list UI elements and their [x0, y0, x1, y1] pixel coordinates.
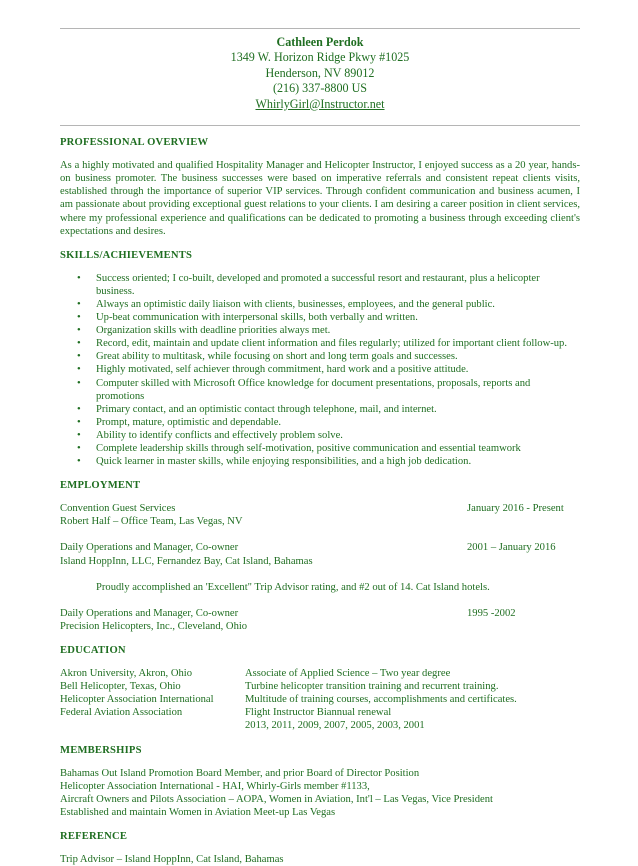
membership-item: Established and maintain Women in Aviation Meet-up Las Vegas — [60, 806, 336, 818]
education-row — [60, 706, 580, 719]
list-item: • Primary contact, and an optimistic contact through telephone, mail, and internet. — [77, 403, 437, 415]
list-item: • Prompt, mature, optimistic and dependable. — [77, 416, 282, 428]
list-item: • Complete leadership skills through self-motivation, positive communication and essential teamwork — [77, 443, 521, 454]
applicant-name: Cathleen Perdok — [276, 35, 364, 49]
bullet-icon: • — [77, 429, 81, 441]
job-accomplishment: Proudly accomplished an 'Excellent" Trip Advisor rating, and #2 out of 14. Cat Island hotels. — [96, 581, 490, 593]
membership-item: Aircraft Owners and Pilots Association – AOPA, Women in Aviation, Int'l – Las Vegas, Vice President — [60, 793, 493, 805]
reference-text: Trip Advisor – Island HoppInn, Cat Island, Bahamas — [60, 854, 284, 866]
bullet-icon: • — [77, 364, 81, 376]
job-company: Robert Half – Office Team, Las Vegas, NV — [60, 516, 243, 528]
school: Federal Aviation Association — [60, 707, 183, 719]
membership-item: Helicopter Association International - HAI, Whirly-Girls member #1133, — [60, 780, 370, 792]
list-item: • Quick learner in master skills, while enjoying responsibilities, and a high job dedication. — [77, 456, 472, 468]
address-line-2: Henderson, NV 89012 — [265, 65, 375, 80]
memberships-heading: MEMBERSHIPS — [60, 744, 142, 756]
education-detail: Turbine helicopter transition training and recurrent training. — [245, 681, 499, 693]
membership-item: Bahamas Out Island Promotion Board Member, and prior Board of Director Position — [60, 767, 420, 779]
education-detail: Flight Instructor Biannual renewal — [245, 707, 392, 719]
bullet-icon: • — [77, 351, 81, 363]
email-link[interactable]: WhirlyGirl@Instructor.net — [255, 96, 385, 111]
education-heading: EDUCATION — [60, 644, 126, 656]
education-row — [60, 680, 580, 693]
list-item: • Organization skills with deadline priorities always met. — [77, 325, 331, 337]
job-dates: January 2016 - Present — [467, 503, 564, 515]
list-item: • Ability to identify conflicts and effectively problem solve. — [77, 429, 343, 441]
bullet-icon: • — [77, 456, 81, 468]
memberships-section — [60, 767, 580, 819]
skills-list — [60, 272, 580, 468]
bullet-icon: • — [77, 338, 81, 350]
reference-heading: REFERENCE — [60, 830, 128, 842]
job-dates: 2001 – January 2016 — [467, 542, 556, 554]
top-rule — [60, 28, 580, 29]
skills-heading: SKILLS/ACHIEVEMENTS — [60, 249, 193, 261]
bullet-icon: • — [77, 272, 81, 284]
bullet-icon: • — [77, 377, 81, 389]
job-company: Island HoppInn, LLC, Fernandez Bay, Cat Island, Bahamas — [60, 555, 313, 567]
bullet-icon: • — [77, 325, 81, 337]
overview-heading: PROFESSIONAL OVERVIEW — [60, 137, 209, 149]
phone-number: (216) 337-8800 US — [272, 81, 368, 96]
header-rule — [60, 125, 580, 126]
employment-heading: EMPLOYMENT — [60, 480, 141, 492]
address-line-1: 1349 W. Horizon Ridge Pkwy #1025 — [230, 50, 410, 65]
job-company: Precision Helicopters, Inc., Cleveland, Ohio — [60, 620, 248, 632]
list-item: • Great ability to multitask, while focusing on short and long term goals and successes. — [77, 351, 458, 363]
school: Helicopter Association International — [60, 694, 214, 706]
resume-page — [60, 28, 580, 866]
job-title-row — [60, 502, 580, 515]
job-dates: 1995 -2002 — [467, 607, 516, 619]
education-detail: Associate of Applied Science – Two year degree — [245, 668, 451, 680]
education-detail: Multitude of training courses, accomplishments and certificates. — [245, 694, 517, 706]
education-row — [60, 693, 580, 706]
bullet-icon: • — [77, 298, 81, 310]
education-row — [60, 719, 580, 732]
education-detail: 2013, 2011, 2009, 2007, 2005, 2003, 2001 — [245, 720, 425, 732]
list-item: • Success oriented; I co-built, developed and promoted a successful resort and restaurant, plus a helicopter business. — [77, 272, 540, 297]
employment-section — [60, 502, 580, 633]
bullet-icon: • — [77, 403, 81, 415]
education-row — [60, 667, 580, 680]
bullet-icon: • — [77, 443, 81, 454]
job-title: Daily Operations and Manager, Co-owner — [60, 607, 239, 619]
overview-paragraph: As a highly motivated and qualified Hospitality Manager and Helicopter Instructor, I enjoyed success as a 20 year, hands-on business promoter. The business successes were based on imperative referrals and consistent repeat clients visits, established through the importance of superior VIP services. Through confident communication and business acumen, I am passionate about providing exceptional guest relations to your clients. I am desiring a career position in client services, where my professional experience and qualifications can be dedicated to promoting a business through exceeding client's expectations and desires. — [60, 160, 580, 237]
job-title: Daily Operations and Manager, Co-owner — [60, 542, 239, 554]
list-item: • Always an optimistic daily liaison with clients, businesses, employees, and the general public. — [77, 298, 495, 310]
job-title-row — [60, 607, 580, 620]
school: Akron University, Akron, Ohio — [60, 668, 193, 680]
bullet-icon: • — [77, 416, 81, 428]
contact-header — [60, 35, 580, 112]
list-item: • Highly motivated, self achiever through commitment, hard work and a positive attitude. — [77, 364, 469, 376]
job-title: Convention Guest Services — [60, 503, 176, 515]
education-section — [60, 667, 580, 732]
list-item: • Computer skilled with Microsoft Office knowledge for document presentations, proposals, reports and promotions — [77, 377, 531, 402]
job-title-row — [60, 541, 580, 554]
school: Bell Helicopter, Texas, Ohio — [60, 681, 181, 693]
bullet-icon: • — [77, 312, 81, 324]
list-item: • Up-beat communication with interpersonal skills, both verbally and written. — [77, 312, 418, 324]
list-item: • Record, edit, maintain and update client information and files regularly; utilized for important client follow-up. — [77, 338, 567, 350]
